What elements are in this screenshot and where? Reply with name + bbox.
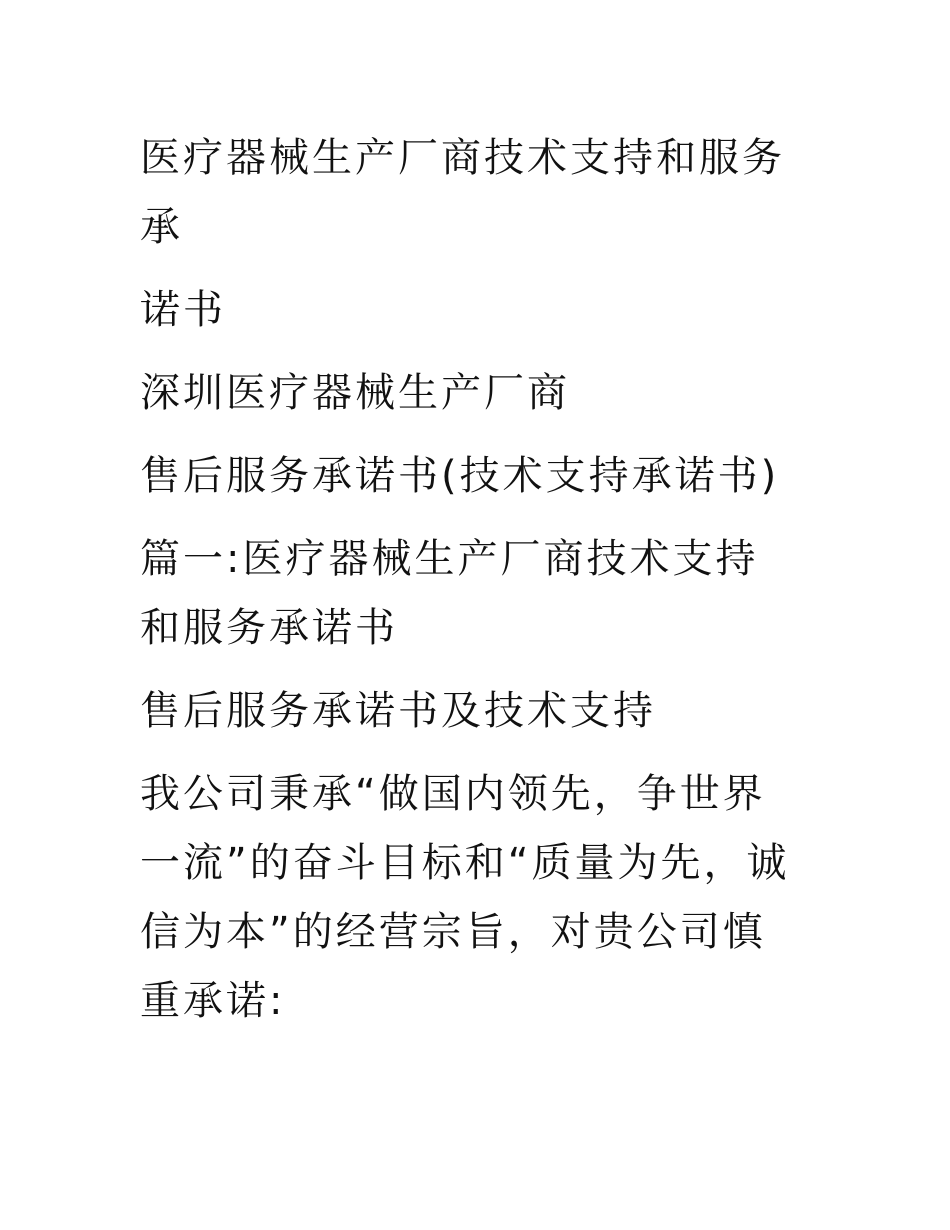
document-title-line-2: 诺书 bbox=[140, 287, 226, 333]
company-line: 深圳医疗器械生产厂商 bbox=[140, 370, 570, 416]
section-subheading: 售后服务承诺书及技术支持 bbox=[140, 688, 656, 734]
subtitle-line: 售后服务承诺书(技术支持承诺书) bbox=[140, 453, 780, 499]
document-title-line-1: 医疗器械生产厂商技术支持和服务承 bbox=[140, 135, 785, 250]
document-page bbox=[140, 124, 800, 1050]
body-paragraph: 我公司秉承“做国内领先，争世界一流”的奋斗目标和“质量为先，诚信为本”的经营宗旨，对贵公司慎重承诺: bbox=[140, 771, 790, 1024]
section-heading: 篇一:医疗器械生产厂商技术支持和服务承诺书 bbox=[140, 536, 759, 651]
